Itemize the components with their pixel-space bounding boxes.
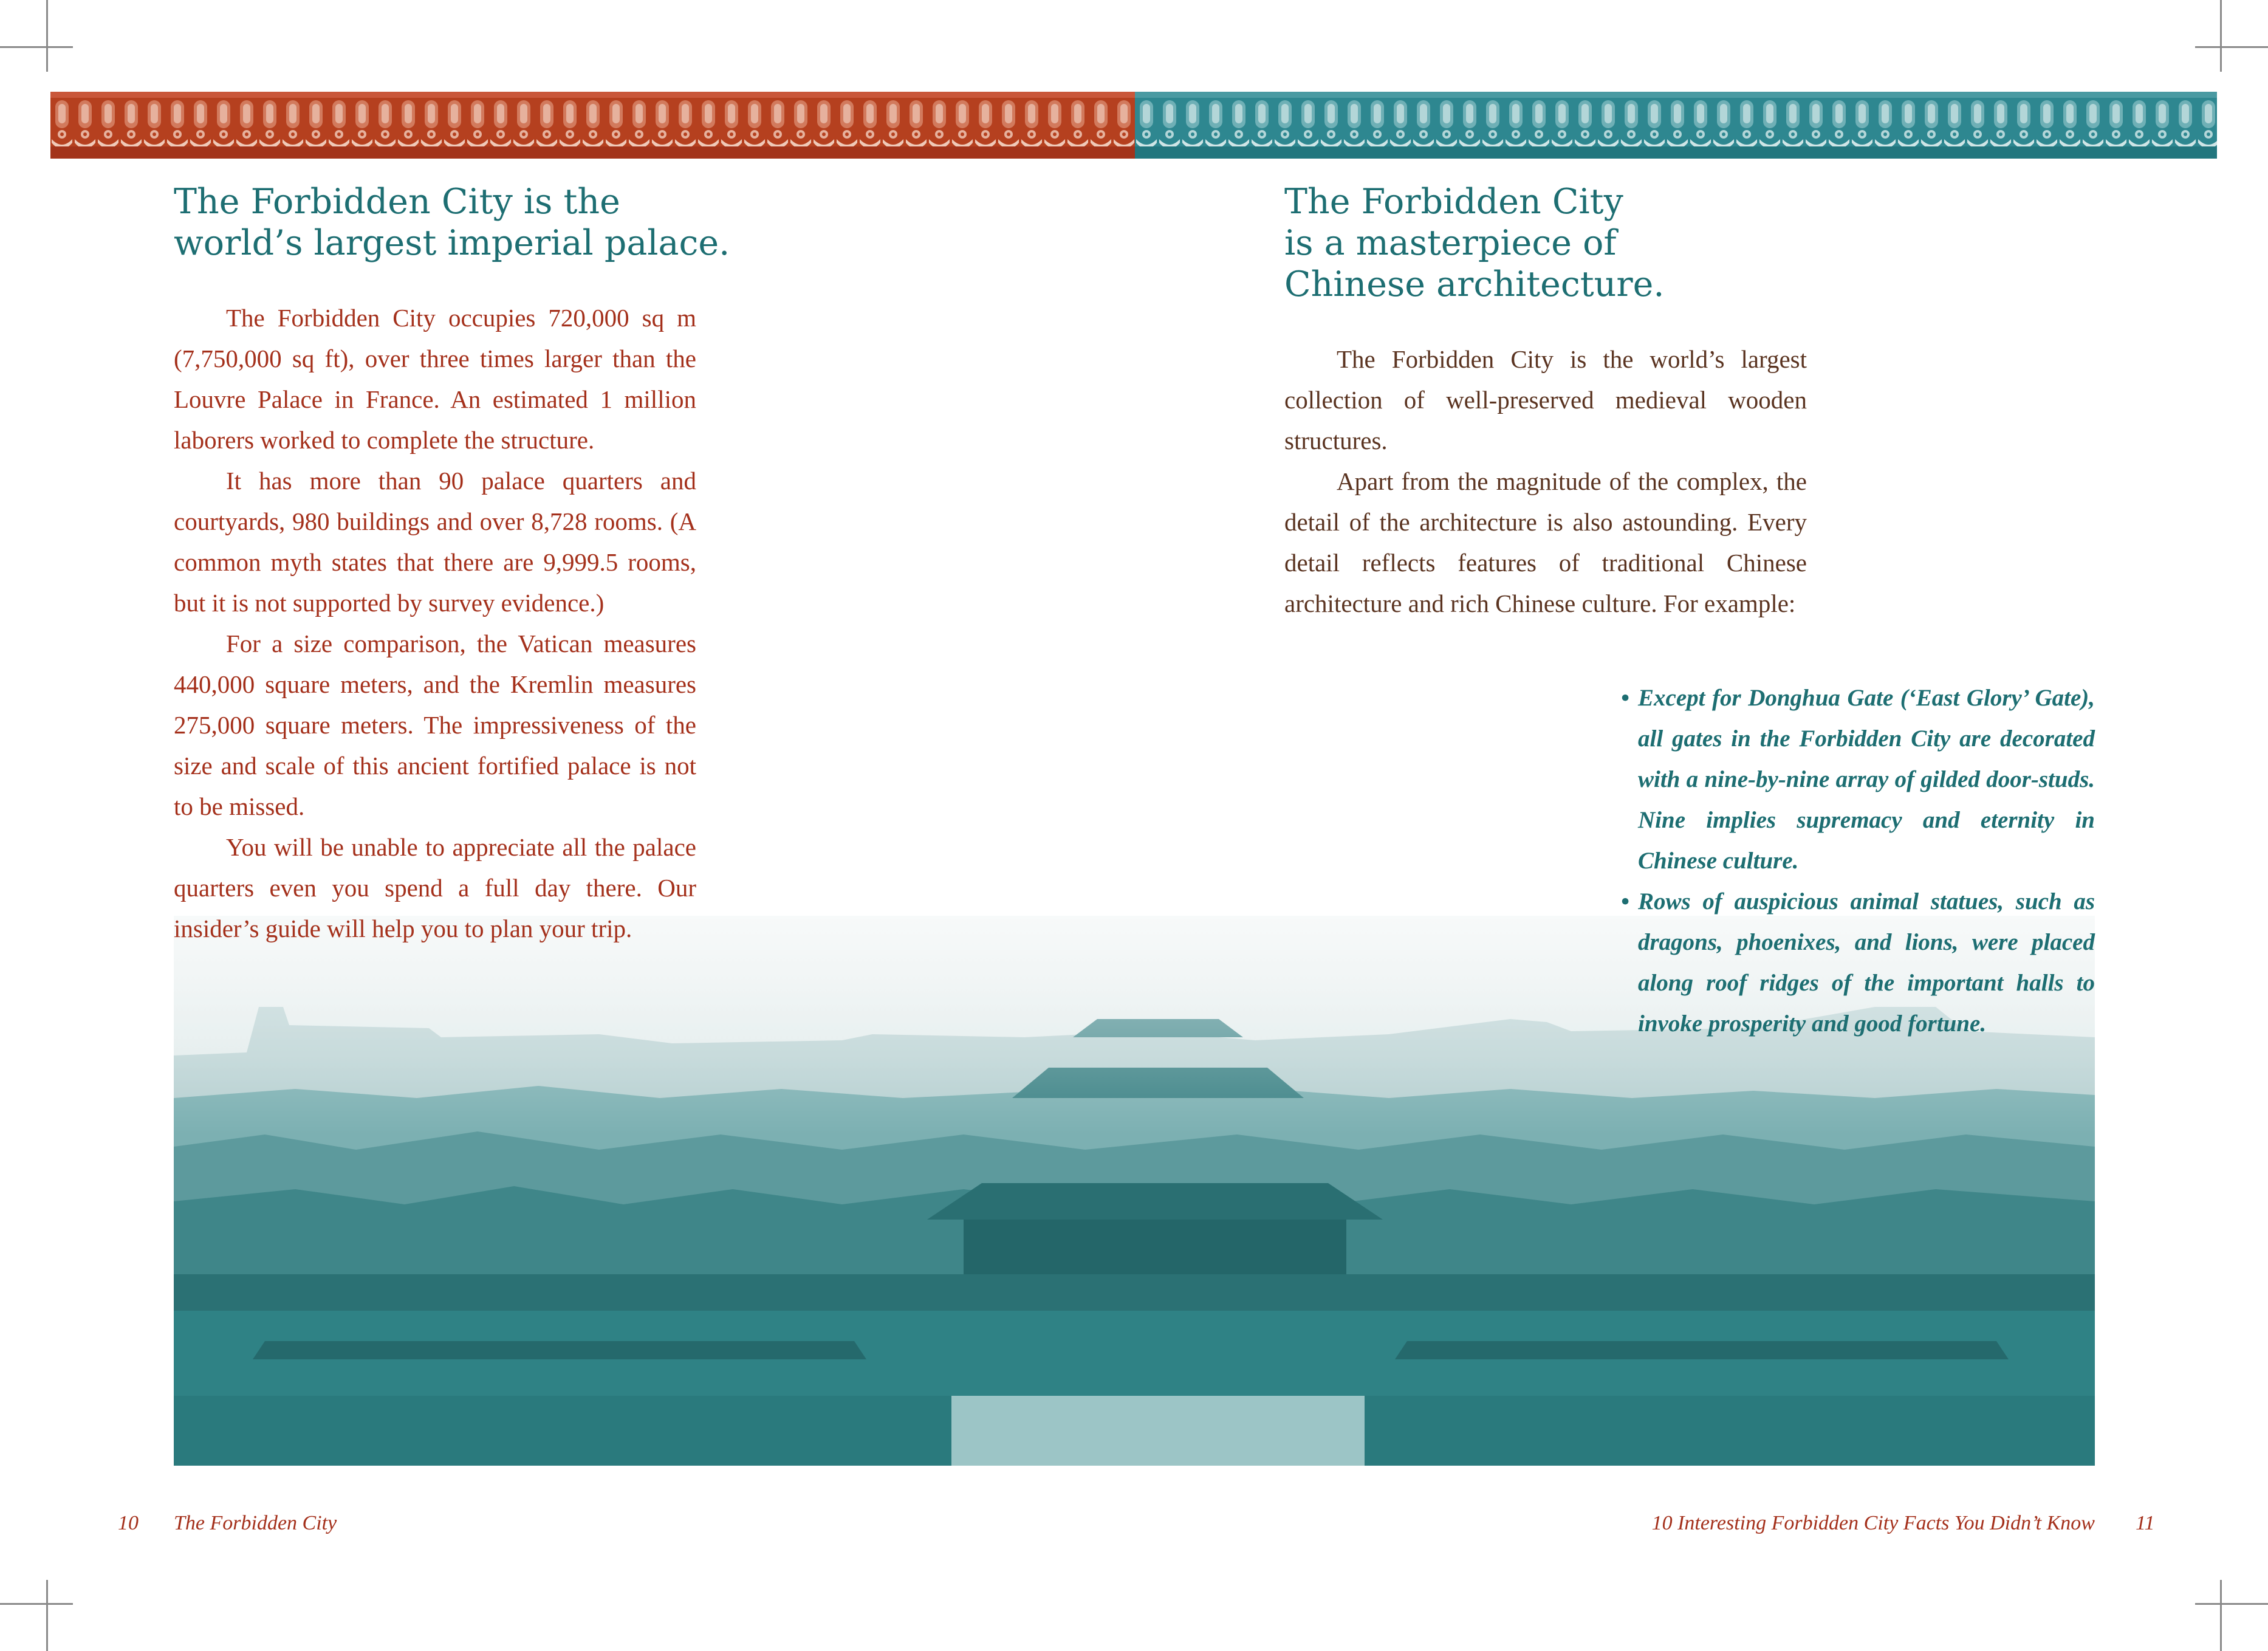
- heading-line: The Forbidden City is the: [174, 182, 620, 222]
- body-paragraph: The Forbidden City is the world’s largest collection of well-preserved medieval wooden structures.: [1284, 345, 1807, 455]
- left-page-body: [174, 298, 696, 949]
- body-paragraph: It has more than 90 palace quarters and courtyards, 980 buildings and over 8,728 rooms. (A common myth states that there are 9,999.5 rooms, but it is not supported by survey evidence.): [174, 467, 696, 617]
- list-item-text: Rows of auspicious animal statues, such as dragons, phoenixes, and lions, were placed along roof ridges of the important halls to invoke prosperity and good fortune.: [1638, 888, 2095, 1037]
- crop-mark: [46, 1580, 48, 1651]
- right-running-footer: 10 Interesting Forbidden City Facts You Didn’t Know: [1651, 1512, 2095, 1534]
- list-item: [1621, 881, 2095, 1044]
- left-page-heading: [174, 181, 730, 264]
- heading-line: is a masterpiece of: [1284, 223, 1617, 263]
- left-running-footer: The Forbidden City: [174, 1512, 337, 1534]
- crop-mark: [0, 1603, 73, 1605]
- left-page-number: 10: [118, 1512, 139, 1534]
- heading-line: world’s largest imperial palace.: [174, 223, 730, 263]
- crop-mark: [2220, 0, 2222, 72]
- list-item: [1621, 678, 2095, 881]
- body-paragraph: The Forbidden City occupies 720,000 sq m (7,750,000 sq ft), over three times larger than the Louvre Palace in France. An estimated 1 million laborers worked to complete the structure.: [174, 304, 696, 454]
- body-paragraph: For a size comparison, the Vatican measures 440,000 square meters, and the Kremlin measures 275,000 square meters. The impressiveness of the size and scale of this ancient fortified palace is not to be missed.: [174, 630, 696, 820]
- crop-mark: [2195, 46, 2268, 48]
- right-page-heading: [1284, 181, 1664, 305]
- crop-mark: [2195, 1603, 2268, 1605]
- right-page-number: 11: [2136, 1512, 2155, 1534]
- crop-mark: [46, 0, 48, 72]
- roof-tile-band-teal: [1135, 92, 2217, 159]
- crop-mark: [0, 46, 73, 48]
- heading-line: Chinese architecture.: [1284, 264, 1665, 304]
- list-item-text: Except for Donghua Gate (‘East Glory’ Gate), all gates in the Forbidden City are decorated with a nine-by-nine array of gilded door-studs. Nine implies supremacy and eternity in Chinese culture.: [1638, 685, 2095, 874]
- body-paragraph: Apart from the magnitude of the complex, the detail of the architecture is also astounding. Every detail reflects features of traditional Chinese architecture and rich Chinese culture. For example:: [1284, 467, 1807, 617]
- heading-line: The Forbidden City: [1284, 182, 1623, 222]
- crop-mark: [2220, 1580, 2222, 1651]
- architecture-bullet-list: [1621, 678, 2095, 1044]
- body-paragraph: You will be unable to appreciate all the palace quarters even you spend a full day there. Our insider’s guide will help you to plan your trip.: [174, 833, 696, 942]
- bullet-marker: •: [1621, 888, 1629, 915]
- bullet-marker: •: [1621, 685, 1629, 711]
- right-page-body: [1284, 339, 1807, 624]
- roof-tile-band-red: [50, 92, 1135, 159]
